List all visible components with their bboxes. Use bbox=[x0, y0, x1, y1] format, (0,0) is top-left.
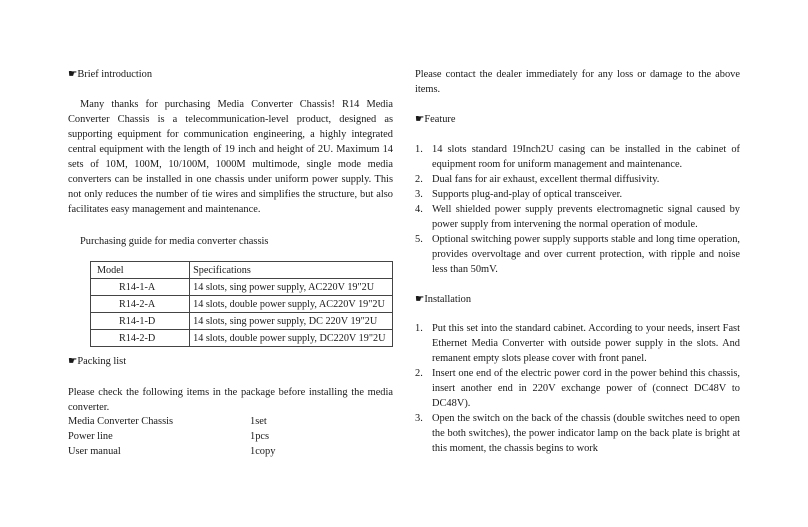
packing-item-name: Media Converter Chassis bbox=[68, 416, 174, 427]
feature-text: Well shielded power supply prevents electromagnetic signal caused by power supply from intervening the normal operation of module. bbox=[432, 204, 740, 230]
step-text: Open the switch on the back of the chassis (double switches need to open the both switches), the power indicator lamp on the back plate is bright at this moment, the chassis begins to work bbox=[432, 413, 740, 454]
step-number: 3. bbox=[415, 413, 423, 424]
list-item bbox=[415, 411, 740, 456]
packing-items bbox=[68, 414, 393, 459]
table-cell-spec: 14 slots, sing power supply, AC220V 19"2U bbox=[190, 279, 393, 296]
list-item bbox=[415, 187, 740, 202]
purchasing-guide-title: Purchasing guide for media converter chassis bbox=[80, 236, 269, 247]
packing-item-qty: 1copy bbox=[250, 446, 276, 457]
table-row bbox=[91, 313, 393, 330]
packing-item-name: User manual bbox=[68, 446, 121, 457]
table-header-specifications: Specifications bbox=[190, 262, 393, 279]
contact-dealer-text: Please contact the dealer immediately for any loss or damage to the above items. bbox=[415, 69, 740, 95]
feature-number: 4. bbox=[415, 204, 423, 215]
step-number: 1. bbox=[415, 323, 423, 334]
table-cell-spec: 14 slots, double power supply, AC220V 19"2U bbox=[190, 296, 393, 313]
feature-text: Optional switching power supply supports stable and long time operation, provides overvoltage and over current protection, with ripple and noise less than 50mV. bbox=[432, 234, 740, 275]
list-item bbox=[68, 429, 393, 444]
packing-list-heading: ☛Packing list bbox=[68, 356, 127, 367]
feature-number: 5. bbox=[415, 234, 423, 245]
step-text: Insert one end of the electric power cord in the power behind this chassis, insert another end in 220V exchange power of (connect DC48V to DC48V). bbox=[432, 368, 740, 409]
list-item bbox=[415, 142, 740, 172]
feature-number: 2. bbox=[415, 174, 423, 185]
installation-steps bbox=[415, 321, 740, 456]
packing-list-text: Please check the following items in the package before installing the media converter. bbox=[68, 387, 393, 413]
table-row bbox=[91, 296, 393, 313]
purchasing-guide-table bbox=[90, 261, 393, 347]
table-row bbox=[91, 279, 393, 296]
feature-heading: ☛Feature bbox=[415, 114, 456, 125]
packing-item-qty: 1pcs bbox=[250, 431, 270, 442]
feature-number: 3. bbox=[415, 189, 423, 200]
table-header-row bbox=[91, 262, 393, 279]
feature-text: Supports plug-and-play of optical transceiver. bbox=[432, 189, 623, 200]
list-item bbox=[415, 202, 740, 232]
list-item bbox=[415, 172, 740, 187]
table-cell-model: R14-1-D bbox=[91, 313, 190, 330]
list-item bbox=[415, 321, 740, 366]
brief-introduction-text: Many thanks for purchasing Media Converter Chassis! R14 Media Converter Chassis is a telecommunication-level product, designed as supporting equipment for communication engineering, a highly integrated central equipment with the length of 19 inch and height of 2U. Maximum 14 sets of 10M, 100M, 10/100M, 1000M multimode, single mode media converters can be installed in one chassis under uniform power supply. This not only reduces the number of tie wires and simplifies the structure, but also facilitates easy management and maintenance. bbox=[68, 99, 393, 215]
list-item bbox=[415, 366, 740, 411]
packing-item-name: Power line bbox=[68, 431, 113, 442]
installation-heading: ☛Installation bbox=[415, 294, 472, 305]
feature-list bbox=[415, 142, 740, 277]
feature-text: 14 slots standard 19Inch2U casing can be installed in the cabinet of equipment room for uniform management and maintenance. bbox=[432, 144, 740, 170]
feature-number: 1. bbox=[415, 144, 423, 155]
table-cell-spec: 14 slots, sing power supply, DC 220V 19"2U bbox=[190, 313, 393, 330]
table-row bbox=[91, 330, 393, 347]
brief-introduction-heading: ☛Brief introduction bbox=[68, 69, 153, 80]
feature-text: Dual fans for air exhaust, excellent thermal diffusivity. bbox=[432, 174, 660, 185]
step-number: 2. bbox=[415, 368, 423, 379]
table-cell-model: R14-1-A bbox=[91, 279, 190, 296]
list-item bbox=[415, 232, 740, 277]
packing-item-qty: 1set bbox=[250, 416, 267, 427]
list-item bbox=[68, 444, 393, 459]
table-cell-model: R14-2-D bbox=[91, 330, 190, 347]
table-cell-spec: 14 slots, double power supply, DC220V 19"2U bbox=[190, 330, 393, 347]
step-text: Put this set into the standard cabinet. According to your needs, insert Fast Ethernet Media Converter with outside power supply in the slots. And remanent empty slots please cover with front panel. bbox=[432, 323, 740, 364]
table-cell-model: R14-2-A bbox=[91, 296, 190, 313]
list-item bbox=[68, 414, 393, 429]
table-header-model: Model bbox=[91, 262, 190, 279]
